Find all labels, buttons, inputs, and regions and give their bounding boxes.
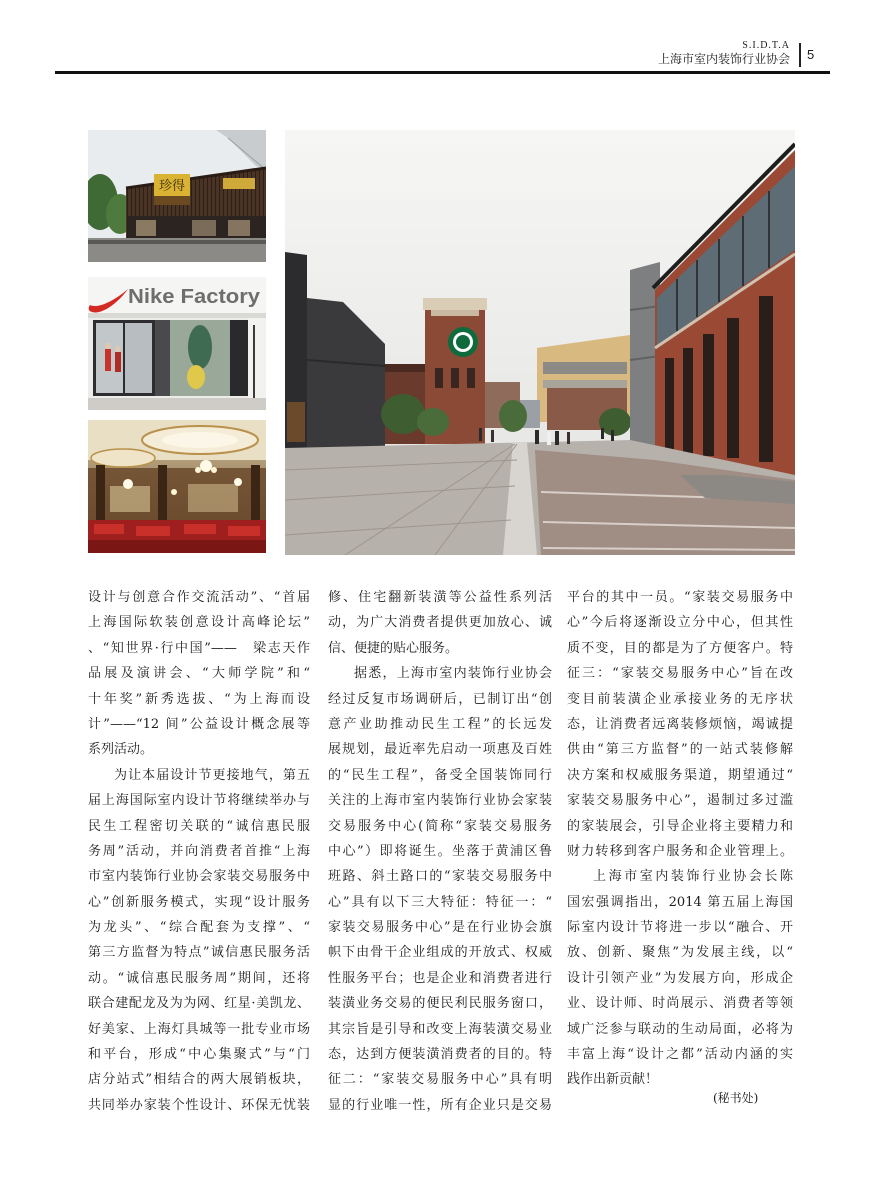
text-line: 平台的其中一员。“家装交易服务中 [567,590,793,605]
text-line: 丰富上海“设计之都”活动内涵的实 [567,1047,793,1063]
text-line: 心”具有以下三大特征：特征一：“ [328,894,552,910]
shop-sign [154,174,190,205]
text-line: 上海国际软装创意设计高峰论坛” [88,615,310,631]
chandelier [195,467,201,473]
text-line: 联合建配龙及为为网、红星·美凯龙、 [88,996,310,1012]
shop-building-illustration [88,130,266,262]
person [479,428,482,441]
shop-sign-strip [154,196,190,205]
paragraph [88,585,310,763]
text-line: 的家装展会，引导企业将主要精力和 [567,818,793,834]
person [611,430,614,441]
text-line: 设计引领产业”为发展方向，形成企 [567,970,793,986]
text-line: 践作出新贡献！ [567,1072,659,1088]
person [535,430,539,444]
org-abbreviation: S.I.D.T.A [742,40,790,51]
paragraph [567,585,793,864]
text-line: 态，让消费者远离装修烦恼，竭诚提 [567,716,793,732]
text-line: 动。“诚信惠民服务周”期间，还将 [88,970,310,986]
chandelier [211,467,217,473]
table [184,524,216,534]
text-line: 显的行业唯一性，所有企业只是交易 [328,1097,552,1113]
column [251,465,260,525]
shop-window-light [228,220,250,236]
text-line: 变目前装潢企业承接业务的无序状 [567,691,793,707]
photo-street-plaza [285,130,795,555]
text-line: 民生工程密切关联的“诚信惠民服 [88,818,310,834]
dark-panel [230,320,248,396]
door-frame [253,325,255,398]
text-line: 征三：“家装交易服务中心”旨在改 [567,666,793,682]
tower-window [451,368,459,388]
street-plaza-illustration [285,130,795,555]
chandelier [171,489,177,495]
tower-window [435,368,443,388]
restaurant-illustration [88,420,266,553]
mannequin-head [115,346,121,352]
paragraph [88,763,310,1118]
text-line: 征二：“家装交易服务中心”具有明 [328,1072,552,1088]
text-line: 设计与创意合作交流活动”、“首届 [88,590,310,605]
column [158,465,167,525]
mannequin [105,349,111,371]
tower-window [467,368,475,388]
photo-shop-building [88,130,266,262]
paragraph [328,661,552,1118]
text-line: 上海市室内装饰行业协会长陈 [593,869,793,885]
photo-restaurant-interior [88,420,266,553]
text-line: 性服务平台；也是企业和消费者进行 [328,970,552,986]
text-line: 经过反复市场调研后，已制订出“创 [328,691,552,707]
person [567,432,570,444]
text-line: 域广泛参与联动的生动局面，必将为 [567,1021,793,1037]
text-line: 装潢业务交易的便民利民服务窗口， [328,996,552,1012]
org-name: 上海市室内装饰行业协会 [657,52,790,66]
wall-window [188,484,238,512]
text-line: 业、设计师、时尚展示、消费者等领 [567,996,793,1012]
curb [88,240,266,244]
chandelier [234,478,242,486]
text-line: 系列活动。 [88,742,154,758]
text-line: 务周”活动，并向消费者首推“上海 [88,843,310,859]
header-divider [799,43,801,67]
shop-lights [287,402,305,442]
text-line: 关注的上海市室内装饰行业协会家装 [328,793,552,809]
table [136,526,170,536]
text-line: 帜下由骨干企业组成的开放式、权威 [328,945,552,961]
text-line: 国宏强调指出，2014 第五届上海国 [567,894,793,910]
text-line: 中心”）即将诞生。坐落于黄浦区鲁 [328,843,552,859]
ceiling-dome-inner [162,432,238,448]
mannequin [115,352,121,372]
brick-window [683,348,693,456]
chandelier [200,460,212,472]
brick-window [665,358,674,454]
text-line: 信、便捷的贴心服务。 [328,640,459,656]
text-line: 决方案和权威服务渠道，期望通过“ [567,767,793,783]
starbucks-logo [448,327,478,357]
table [228,526,260,536]
text-line: 好美家、上海灯具城等一批专业市场 [88,1021,310,1037]
side-sign [223,178,255,189]
article-signature: (秘书处) [713,1091,759,1105]
person [555,431,559,445]
tree [499,400,527,432]
text-line: 共同举办家装个性设计、环保无忧装 [88,1097,310,1113]
text-line: 届上海国际室内设计节将继续举办与 [88,793,310,809]
paragraph [567,864,793,1093]
text-line: 态，达到方便装潢消费者的目的。特 [328,1047,552,1063]
tree [381,394,425,434]
text-column-3 [567,585,793,1093]
text-line: 品展及演讲会、“大师学院”和“ [88,666,310,682]
text-column-2 [328,585,552,1118]
mannequin-head [105,343,111,349]
text-line: 供由“第三方监督”的一站式装修解 [567,742,793,758]
text-line: 交易服务中心(简称“家装交易服务 [328,818,552,834]
wall-window [110,486,150,512]
athlete-figure-legs [187,365,205,389]
text-line: 班路、斜土路口的“家装交易服务中 [328,869,552,885]
paragraph [328,585,552,661]
text-line: 市室内装饰行业协会家装交易服务中 [88,869,310,885]
page-number: 5 [807,47,815,62]
brick-window [759,296,773,462]
tree [417,408,449,436]
photo-nike-store [88,277,266,410]
facade-band [88,313,266,318]
table [94,524,124,534]
person [601,428,604,439]
person [491,430,494,442]
text-line: 放、创新、聚焦”为发展主线，以“ [567,945,793,961]
gold-building-windows [543,380,627,388]
text-line: 意产业助推动民生工程”的长远发 [328,716,552,732]
text-line: 计”——“12 间”公益设计概念展等 [88,716,310,732]
text-line: 财力转移到客户服务和企业管理上。 [567,843,793,859]
text-line: 家装交易服务中心”，遏制过多过滥 [567,793,793,809]
text-line: 际室内设计节将进一步以“融合、开 [567,920,793,936]
column [96,465,105,525]
shop-window-light [192,220,216,236]
ceiling-dome [91,449,155,467]
text-line: 质不变，目的都是为了方便客户。特 [567,640,793,656]
text-line: 心”今后将逐渐设立分中心，但其性 [567,615,793,631]
text-line: 家装交易服务中心”是在行业协会旗 [328,920,552,936]
text-line: 动，为广大消费者提供更加放心、诚 [328,615,552,631]
text-line: 十年奖”新秀选拔、“为上海而设 [88,691,310,707]
side-wall [248,318,266,398]
text-line: 和平台，形成“中心集聚式”与“门 [88,1047,310,1063]
text-line: 其宗旨是引导和改变上海装潢交易业 [328,1021,552,1037]
text-line: 为龙头”、“综合配套为支撑”、“ [88,920,310,936]
athlete-figure [188,325,212,369]
tower-cap [423,298,487,310]
nike-sign-text: Nike Factory [128,286,261,308]
chairs [88,540,266,553]
shop-sign-text: 珍得 [158,179,186,194]
text-line: 第三方监督为特点”诚信惠民服务活 [88,945,310,961]
pavement [88,398,266,410]
text-column-1 [88,585,310,1118]
nike-store-illustration [88,277,266,410]
person [547,432,551,445]
header-rule [55,71,830,74]
tower-trim [431,310,479,316]
text-line: 展规划，最近率先启动一项惠及百姓 [328,742,552,758]
chandelier [123,479,133,489]
starbucks-logo-inner [456,335,470,349]
gold-building-windows [543,362,627,374]
text-line: 据悉，上海市室内装饰行业协会 [354,666,552,682]
text-line: 、“知世界·行中国”—— 梁志天作 [88,640,310,656]
text-line: 店分站式”相结合的两大展销板块， [88,1072,310,1088]
text-line: 修、住宅翻新装潢等公益性系列活 [328,590,552,605]
text-line: 为让本届设计节更接地气，第五 [114,767,310,783]
text-line: 心”创新服务模式，实现“设计服务 [88,894,310,910]
text-line: 的“民生工程”，备受全国装饰同行 [328,767,552,783]
window-pane [125,323,152,393]
brick-window [727,318,739,458]
window-divider [155,320,170,396]
brick-window [703,334,714,456]
shop-window-light [136,220,156,236]
